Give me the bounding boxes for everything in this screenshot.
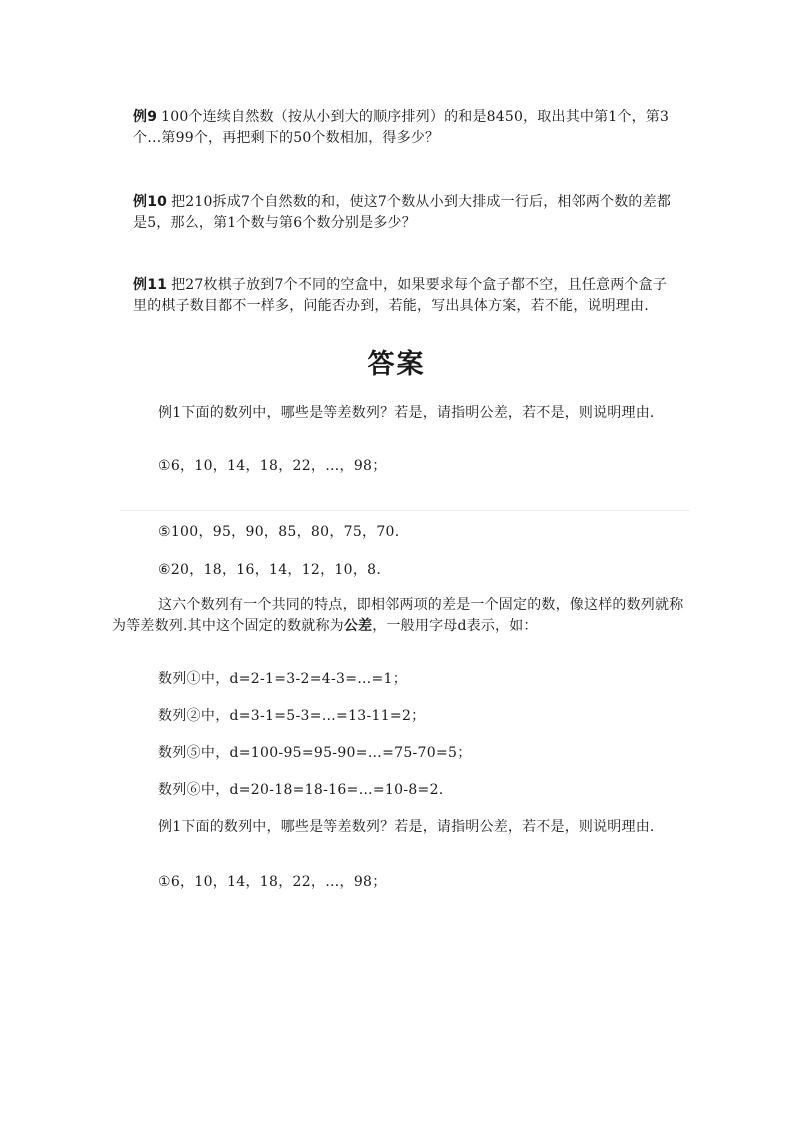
sequence-1: ①6，10，14，18，22，…，98； bbox=[158, 458, 387, 474]
answer-intro-2: 例1下面的数列中，哪些是等差数列？若是，请指明公差，若不是，则说明理由. bbox=[158, 819, 655, 835]
difference-seq-1: 数列①中，d=2-1=3-2=4-3=…=1； bbox=[158, 671, 408, 687]
answer-heading: 答案 bbox=[367, 349, 426, 380]
question-11-label: 例11 bbox=[133, 277, 168, 293]
question-11-text: 把27枚棋子放到7个不同的空盒中，如果要求每个盒子都不空，且任意两个盒子里的棋子数目都不一样多，问能否办到，若能，写出具体方案，若不能，说明理由. bbox=[133, 277, 668, 314]
sequence-1-repeat: ①6，10，14，18，22，…，98； bbox=[158, 874, 387, 890]
question-10-text: 把210拆成7个自然数的和，使这7个数从小到大排成一行后，相邻两个数的差都是5，那么，第1个数与第6个数分别是多少？ bbox=[133, 194, 672, 231]
sequence-6: ⑥20，18，16，14，12，10，8. bbox=[158, 562, 382, 578]
question-9-label: 例9 bbox=[133, 109, 158, 125]
question-10-label: 例10 bbox=[133, 194, 168, 210]
question-11 bbox=[133, 275, 673, 317]
explanation-text-after: ，一般用字母d表示，如： bbox=[372, 618, 538, 634]
explanation-paragraph bbox=[112, 595, 686, 637]
question-9-text: 100个连续自然数（按从小到大的顺序排列）的和是8450，取出其中第1个，第3个…第99个，再把剩下的50个数相加，得多少？ bbox=[133, 109, 670, 146]
answer-intro-1: 例1下面的数列中，哪些是等差数列？若是，请指明公差，若不是，则说明理由. bbox=[158, 405, 655, 421]
explanation-text-before: 这六个数列有一个共同的特点，即相邻两项的差是一个固定的数，像这样的数列就称为等差数列.其中这个固定的数就称为 bbox=[112, 597, 684, 634]
question-10 bbox=[133, 192, 673, 234]
difference-seq-5: 数列⑤中，d=100-95=95-90=…=75-70=5； bbox=[158, 745, 472, 761]
difference-seq-2: 数列②中，d=3-1=5-3=…=13-11=2； bbox=[158, 708, 426, 724]
explanation-term: 公差 bbox=[343, 618, 373, 634]
sequence-5: ⑤100，95，90，85，80，75，70. bbox=[158, 524, 400, 540]
difference-seq-6: 数列⑥中，d=20-18=18-16=…=10-8=2. bbox=[158, 782, 444, 798]
question-9 bbox=[133, 107, 673, 149]
section-divider bbox=[120, 510, 690, 511]
